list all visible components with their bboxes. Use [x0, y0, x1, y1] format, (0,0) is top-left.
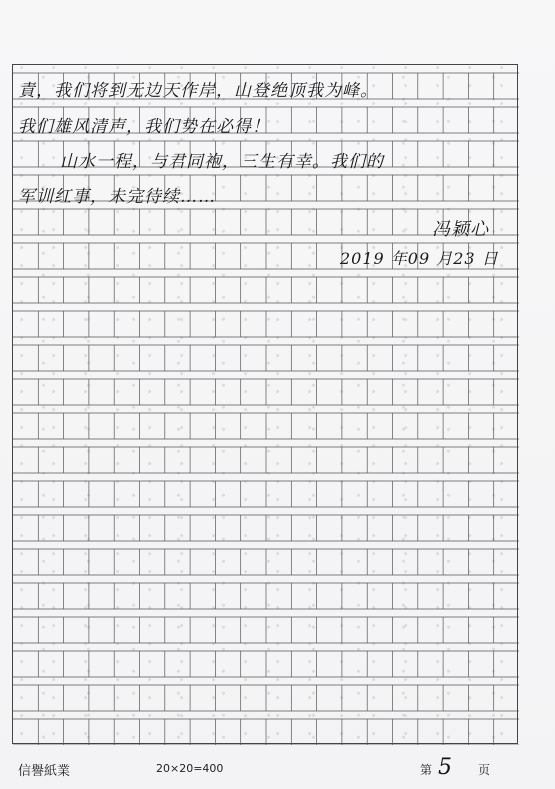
- grid-spec-label: 20×20=400: [156, 762, 224, 775]
- page-number: 5: [438, 755, 452, 780]
- brand-label: 信譽紙業: [18, 764, 71, 779]
- letter-line-3: 山水一程，与君同袍，三生有幸。我们的: [60, 152, 384, 172]
- signature: 冯颖心: [432, 219, 489, 240]
- letter-line-1: 責，我们将到无边天作岸，山登绝顶我为峰。: [18, 81, 378, 101]
- page-label-suffix: 页: [478, 763, 491, 777]
- page-label-prefix: 第: [420, 763, 433, 777]
- letter-line-4: 军训红事，未完待续……: [18, 187, 216, 207]
- letter-date: 2019 年09 月23 日: [340, 249, 499, 268]
- letter-line-2: 我们雄风清声，我们势在必得！: [18, 117, 270, 137]
